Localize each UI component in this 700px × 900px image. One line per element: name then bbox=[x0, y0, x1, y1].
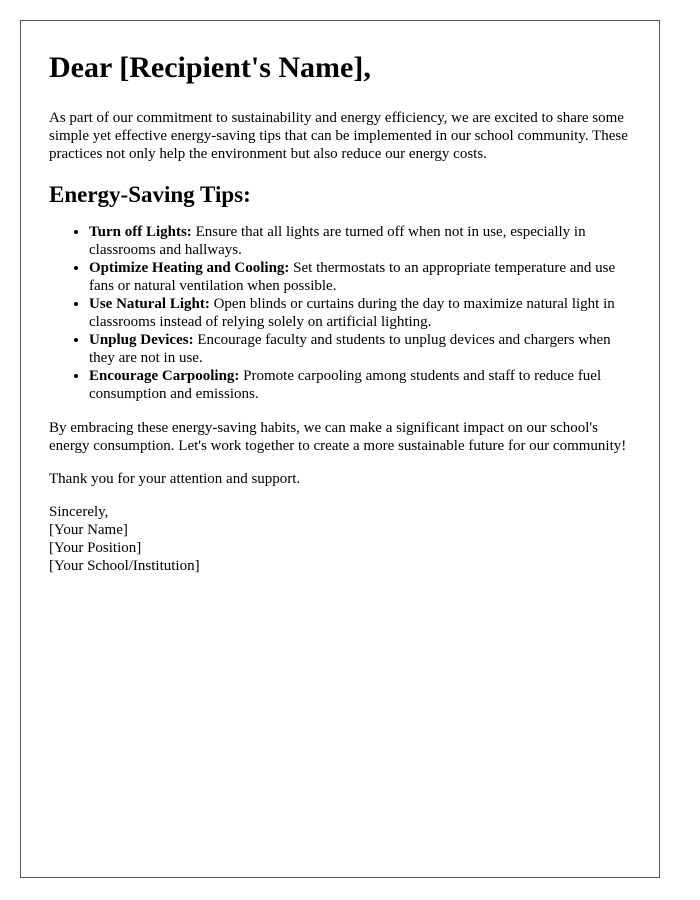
tip-title: Optimize Heating and Cooling: bbox=[89, 260, 290, 276]
tip-title: Unplug Devices: bbox=[89, 332, 194, 348]
tip-item bbox=[89, 331, 631, 367]
sender-institution: [Your School/Institution] bbox=[49, 558, 200, 574]
tip-title: Use Natural Light: bbox=[89, 296, 210, 312]
tip-text: Promote carpooling among students and staff to reduce fuel consumption and emissions. bbox=[89, 368, 602, 402]
signoff: Sincerely, bbox=[49, 504, 109, 520]
tip-title: Turn off Lights: bbox=[89, 224, 192, 240]
tip-title: Encourage Carpooling: bbox=[89, 368, 240, 384]
tips-heading: Energy-Saving Tips: bbox=[49, 182, 251, 207]
letter-page bbox=[20, 20, 660, 878]
thanks-line: Thank you for your attention and support. bbox=[49, 471, 301, 487]
salutation: Dear [Recipient's Name], bbox=[49, 51, 371, 84]
tip-text: Set thermostats to an appropriate temperature and use fans or natural ventilation when possible. bbox=[89, 260, 616, 294]
tip-text: Ensure that all lights are turned off when not in use, especially in classrooms and hallways. bbox=[89, 224, 586, 258]
tip-item bbox=[89, 259, 631, 295]
sender-position: [Your Position] bbox=[49, 540, 142, 556]
tip-item bbox=[89, 367, 631, 403]
tip-item bbox=[89, 223, 631, 259]
signature-block bbox=[49, 503, 631, 575]
tips-list bbox=[49, 223, 631, 403]
sender-name: [Your Name] bbox=[49, 522, 128, 538]
intro-paragraph: As part of our commitment to sustainability and energy efficiency, we are excited to share some simple yet effective energy-saving tips that can be implemented in our school community. These practices not only help the environment but also reduce our energy costs. bbox=[49, 110, 628, 162]
closing-paragraph: By embracing these energy-saving habits, we can make a significant impact on our school's energy consumption. Let's work together to create a more sustainable future for our community! bbox=[49, 420, 627, 454]
tip-text: Open blinds or curtains during the day to maximize natural light in classrooms instead of relying solely on artificial lighting. bbox=[89, 296, 615, 330]
tip-text: Encourage faculty and students to unplug devices and chargers when they are not in use. bbox=[89, 332, 611, 366]
tip-item bbox=[89, 295, 631, 331]
